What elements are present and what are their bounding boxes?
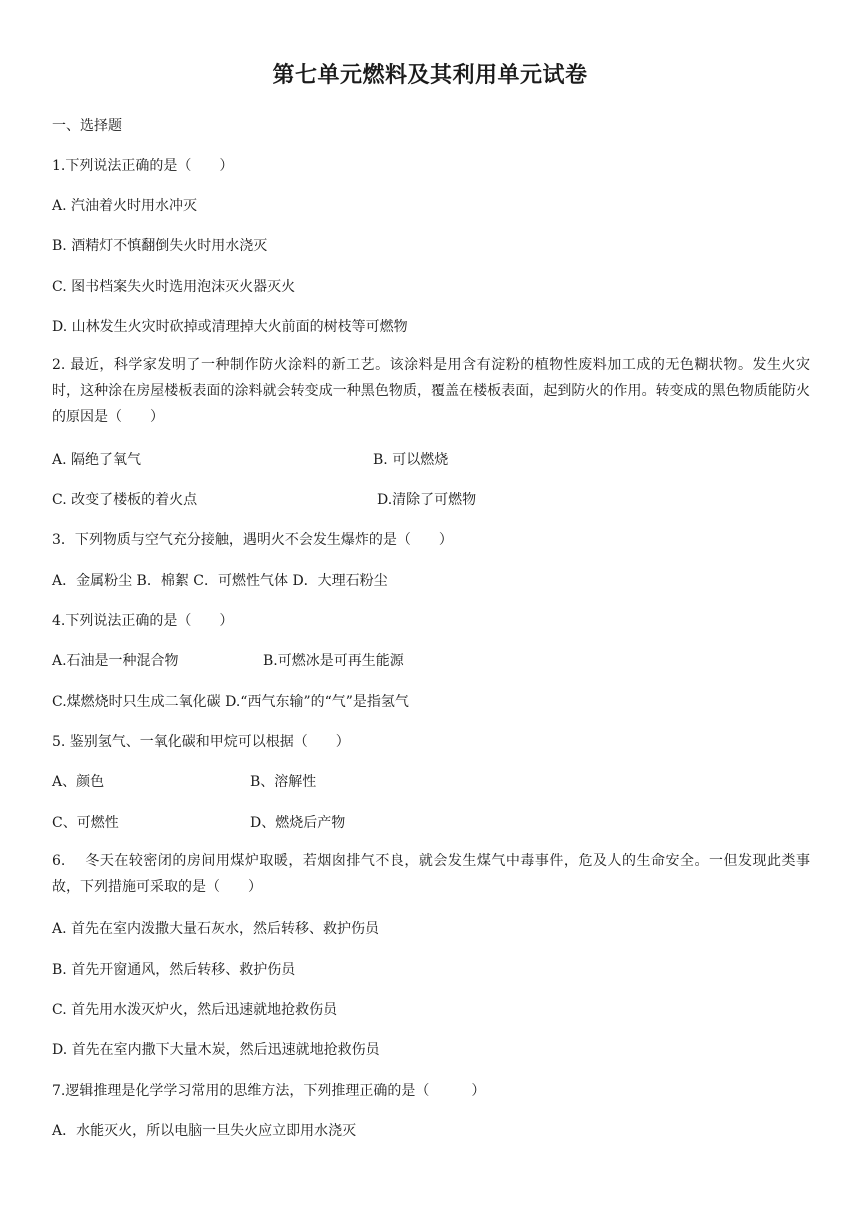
question-5-stem: 5. 鉴别氢气、一氧化碳和甲烷可以根据（ ） <box>52 734 350 750</box>
question-5-option-b: B、溶解性 <box>250 774 317 790</box>
question-4-option-a: A.石油是一种混合物 <box>52 653 179 669</box>
question-5-option-c: C、可燃性 <box>52 815 119 831</box>
question-2-option-b: B. 可以燃烧 <box>373 452 449 468</box>
question-1-option-a: A. 汽油着火时用水冲灭 <box>52 198 198 214</box>
section-heading: 一、选择题 <box>52 118 122 134</box>
question-2-option-a: A. 隔绝了氧气 <box>52 452 142 468</box>
question-5-option-d: D、燃烧后产物 <box>250 815 346 831</box>
question-5-option-a: A、颜色 <box>52 774 105 790</box>
page-title: 第七单元燃料及其利用单元试卷 <box>272 63 588 88</box>
question-6-option-a: A. 首先在室内泼撒大量石灰水，然后转移、救护伤员 <box>52 921 380 937</box>
question-7-option-a: A．水能灭火，所以电脑一旦失火应立即用水浇灭 <box>52 1123 357 1139</box>
question-6-stem: 6. 冬天在较密闭的房间用煤炉取暖，若烟囱排气不良，就会发生煤气中毒事件，危及人的生命安全。一但发现此类事故，下列措施可采取的是（ ） <box>52 853 810 895</box>
question-6-option-c: C. 首先用水泼灭炉火，然后迅速就地抢救伤员 <box>52 1002 338 1018</box>
question-2-option-c: C. 改变了楼板的着火点 <box>52 492 198 508</box>
question-6-option-d: D. 首先在室内撒下大量木炭，然后迅速就地抢救伤员 <box>52 1042 380 1058</box>
question-4-stem: 4.下列说法正确的是（ ） <box>52 613 234 629</box>
question-6-option-b: B. 首先开窗通风，然后转移、救护伤员 <box>52 962 296 978</box>
question-1-option-d: D. 山林发生火灾时砍掉或清理掉大火前面的树枝等可燃物 <box>52 319 408 335</box>
question-1-option-b: B. 酒精灯不慎翻倒失火时用水浇灭 <box>52 238 268 254</box>
question-2-stem: 2. 最近，科学家发明了一种制作防火涂料的新工艺。该涂料是用含有淀粉的植物性废料加工成的无色糊状物。发生火灾时，这种涂在房屋楼板表面的涂料就会转变成一种黑色物质，覆盖在楼板表面，起到防火的作用。转变成的黑色物质能防火的原因是（ ） <box>52 357 810 425</box>
question-3-options: A．金属粉尘 B．棉絮 C．可燃性气体 D．大理石粉尘 <box>52 573 388 589</box>
question-2-option-d: D.清除了可燃物 <box>377 492 477 508</box>
question-7-stem: 7.逻辑推理是化学学习常用的思维方法，下列推理正确的是（ ） <box>52 1083 486 1099</box>
question-4-options-cd: C.煤燃烧时只生成二氧化碳 D.“西气东输”的“气”是指氢气 <box>52 694 409 710</box>
question-1-stem: 1.下列说法正确的是（ ） <box>52 158 234 174</box>
question-3-stem: 3．下列物质与空气充分接触，遇明火不会发生爆炸的是（ ） <box>52 532 453 548</box>
question-4-option-b: B.可燃冰是可再生能源 <box>263 653 404 669</box>
question-1-option-c: C. 图书档案失火时选用泡沫灭火器灭火 <box>52 279 296 295</box>
